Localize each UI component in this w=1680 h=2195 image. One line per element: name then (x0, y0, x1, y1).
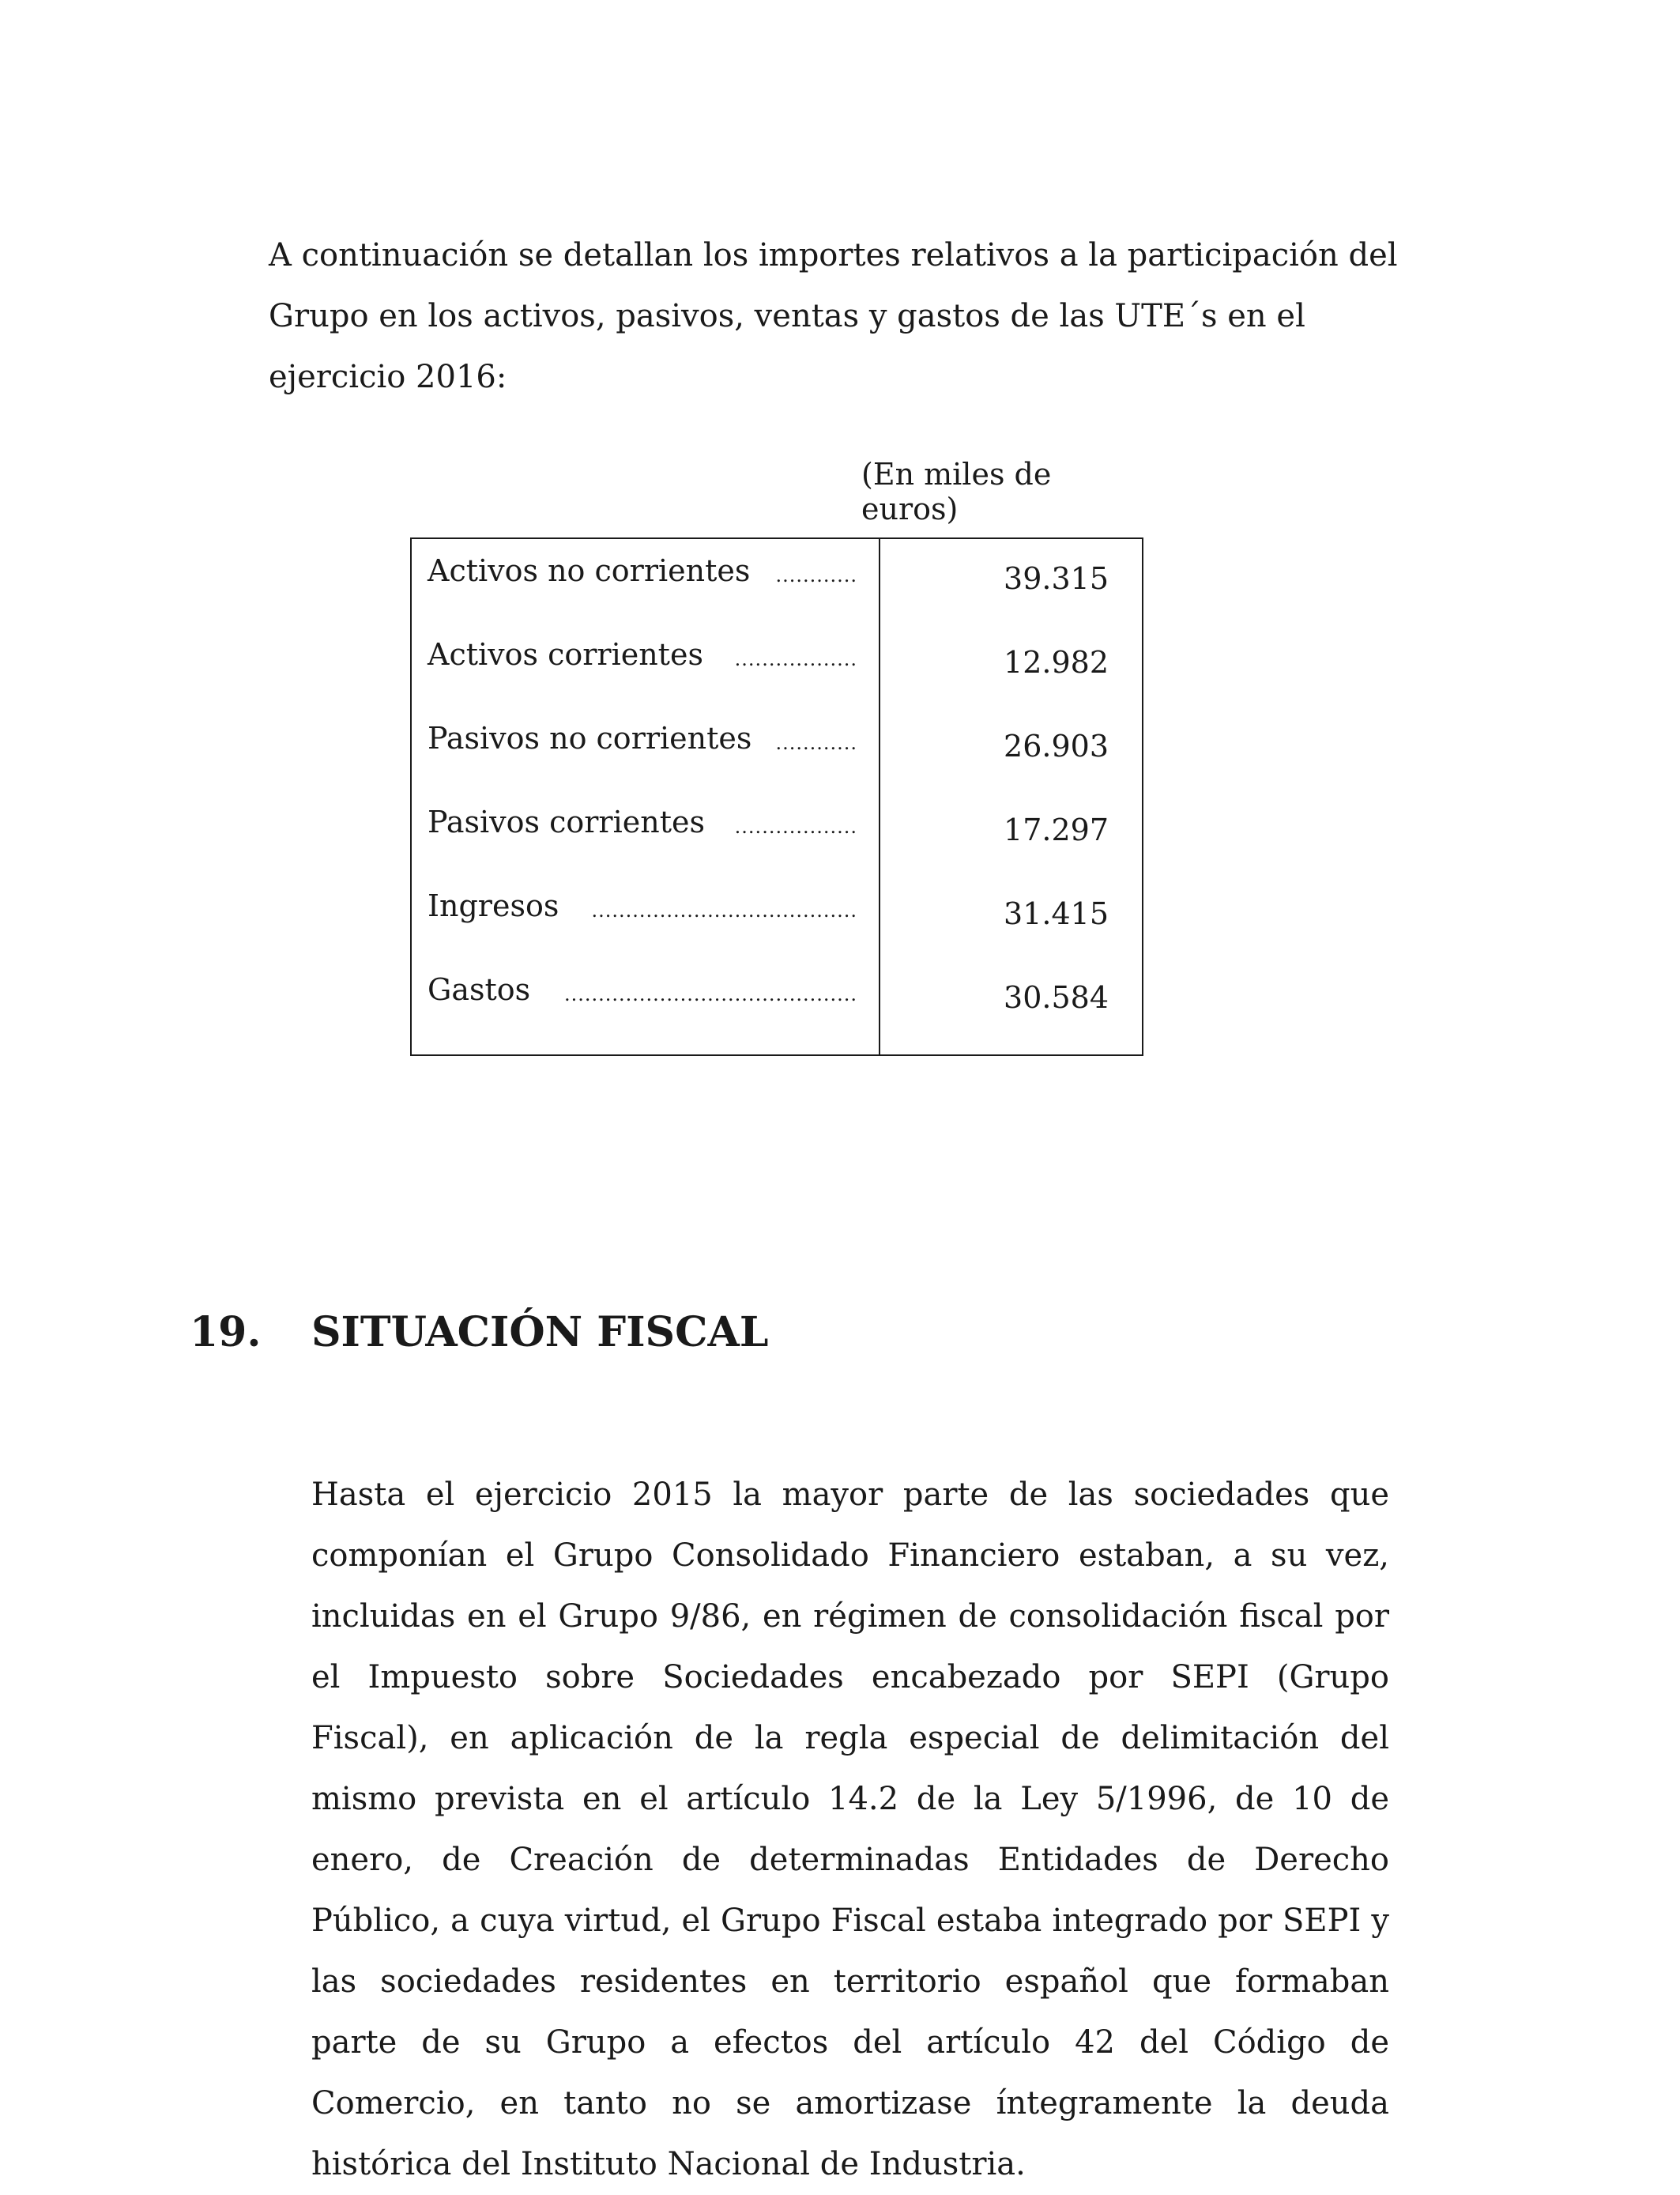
dot-leader: ............ (775, 732, 857, 754)
ute-figures-table (410, 537, 1143, 1056)
section-body-paragraph: Hasta el ejercicio 2015 la mayor parte de las sociedades que componían el Grupo Consolidado Financiero estaban, a su vez, incluidas en el Grupo 9/86, en régimen de consolidación fiscal por el Impuesto sobre Sociedades encabezado por SEPI (Grupo Fiscal), en aplicación de la regla especial de delimitación del mismo prevista en el artículo 14.2 de la Ley 5/1996, de 10 de enero, de Creación de determinadas Entidades de Derecho Público, a cuya virtud, el Grupo Fiscal estaba integrado por SEPI y las sociedades residentes en territorio español que formaban parte de su Grupo a efectos del artículo 42 del Código de Comercio, en tanto no se amortizase íntegramente la deuda histórica del Instituto Nacional de Industria. (311, 1477, 1389, 2182)
row-value: 30.584 (1004, 980, 1109, 1015)
row-value: 39.315 (1004, 561, 1109, 596)
intro-paragraph: A continuación se detallan los importes relativos a la participación del Grupo en los activos, pasivos, ventas y gastos de las UTE´s en el ejercicio 2016: (269, 237, 1398, 395)
dot-leader: .................. (734, 816, 857, 838)
dot-leader: .................. (734, 648, 857, 670)
row-value: 31.415 (1004, 896, 1109, 931)
row-label: Pasivos corrientes (428, 805, 705, 839)
section-number: 19. (190, 1308, 262, 1356)
table-row (412, 805, 1142, 852)
table-row (412, 637, 1142, 685)
row-label: Activos no corrientes (428, 553, 751, 588)
unit-note: (En miles de euros) (861, 457, 1052, 526)
row-label: Ingresos (428, 888, 559, 923)
row-value: 26.903 (1004, 729, 1109, 764)
row-label: Gastos (428, 972, 531, 1007)
table-row (412, 972, 1142, 1020)
row-label: Activos corrientes (428, 637, 703, 672)
table-row (412, 888, 1142, 936)
dot-leader: ....................................... (591, 899, 857, 922)
table-row (412, 553, 1142, 601)
row-value: 12.982 (1004, 645, 1109, 680)
dot-leader: ............ (775, 564, 857, 586)
dot-leader: ........................................... (563, 983, 857, 1005)
section-title: SITUACIÓN FISCAL (311, 1308, 769, 1356)
table-row (412, 721, 1142, 768)
row-value: 17.297 (1004, 813, 1109, 847)
row-label: Pasivos no corrientes (428, 721, 752, 756)
